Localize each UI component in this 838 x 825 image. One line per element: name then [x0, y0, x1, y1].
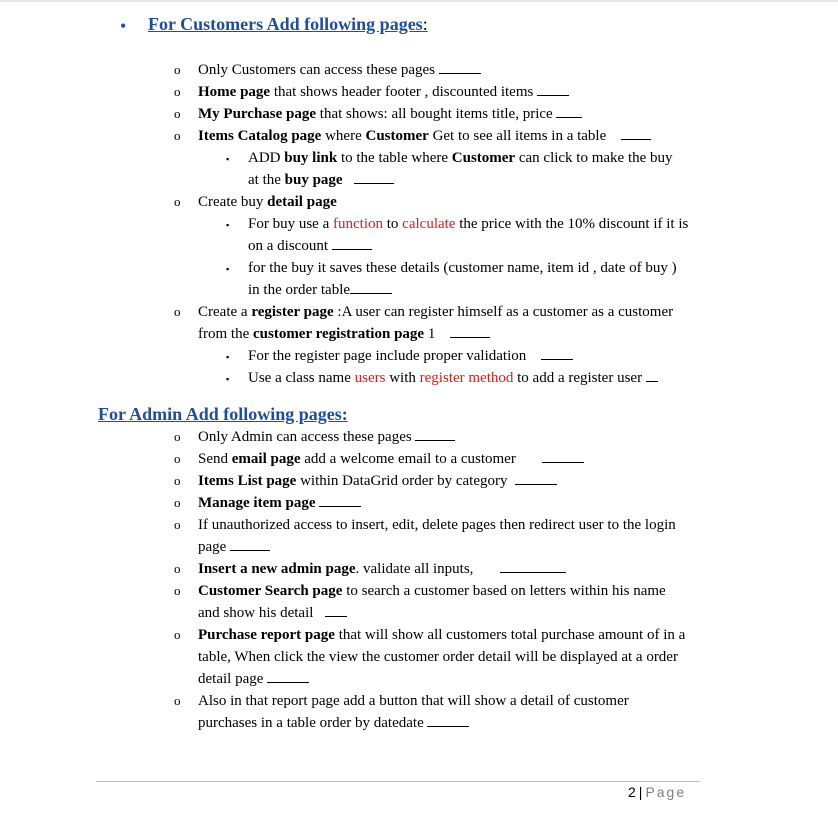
list-item: and show his detail	[198, 602, 347, 624]
list-item: on a discount	[248, 235, 372, 257]
list-item: in the order table	[248, 279, 392, 301]
circle-bullet-icon: o	[174, 84, 181, 99]
heading-colon: :	[422, 14, 428, 34]
list-item: Also in that report page add a button that will show a detail of customer	[198, 693, 629, 709]
list-item: If unauthorized access to insert, edit, delete pages then redirect user to the login	[198, 517, 676, 533]
circle-bullet-icon: o	[174, 62, 181, 77]
list-item: Insert a new admin page. validate all inputs,	[198, 558, 566, 580]
bullet-icon: •	[120, 16, 127, 36]
list-item: from the customer registration page 1	[198, 323, 490, 345]
circle-bullet-icon: o	[174, 429, 181, 444]
circle-bullet-icon: o	[174, 495, 181, 510]
list-item: Items List page within DataGrid order by category	[198, 470, 557, 492]
list-item: table, When click the view the customer order detail will be displayed at a order	[198, 649, 678, 665]
list-item: Home page that shows header footer , discounted items	[198, 81, 569, 103]
circle-bullet-icon: o	[174, 106, 181, 121]
list-item: For the register page include proper validation	[248, 345, 573, 367]
list-item: Purchase report page that will show all customers total purchase amount of in a	[198, 627, 686, 643]
list-item: Only Admin can access these pages	[198, 426, 455, 448]
customers-heading-text: For Customers Add following pages	[148, 14, 423, 34]
footer-divider	[96, 781, 700, 782]
square-bullet-icon: ▪	[226, 154, 230, 164]
circle-bullet-icon: o	[174, 451, 181, 466]
list-item: detail page	[198, 668, 309, 690]
list-item: Customer Search page to search a customer based on letters within his name	[198, 583, 666, 599]
top-border	[0, 0, 838, 2]
admin-heading: For Admin Add following pages:	[98, 404, 348, 424]
list-item: Send email page add a welcome email to a customer	[198, 448, 584, 470]
list-item: ADD buy link to the table where Customer can click to make the buy	[248, 150, 673, 166]
list-item: Items Catalog page where Customer Get to see all items in a table	[198, 125, 651, 147]
list-item: My Purchase page that shows: all bought items title, price	[198, 103, 582, 125]
customers-heading	[120, 14, 428, 35]
circle-bullet-icon: o	[174, 128, 181, 143]
circle-bullet-icon: o	[174, 473, 181, 488]
circle-bullet-icon: o	[174, 693, 181, 708]
list-item: Create a register page :A user can register himself as a customer as a customer	[198, 304, 674, 320]
list-item: For buy use a function to calculate the price with the 10% discount if it is	[248, 216, 689, 232]
circle-bullet-icon: o	[174, 517, 181, 532]
page-number: 2 | Page	[628, 784, 687, 800]
circle-bullet-icon: o	[174, 627, 181, 642]
circle-bullet-icon: o	[174, 194, 181, 209]
list-item: at the buy page	[248, 169, 394, 191]
square-bullet-icon: ▪	[226, 264, 230, 274]
list-item: Manage item page	[198, 492, 361, 514]
list-item: Use a class name users with register method to add a register user	[248, 367, 658, 389]
square-bullet-icon: ▪	[226, 352, 230, 362]
square-bullet-icon: ▪	[226, 220, 230, 230]
list-item: page	[198, 536, 270, 558]
list-item: Create buy detail page	[198, 194, 337, 210]
list-item: for the buy it saves these details (customer name, item id , date of buy )	[248, 260, 677, 276]
square-bullet-icon: ▪	[226, 374, 230, 384]
list-item: purchases in a table order by datedate	[198, 712, 469, 734]
circle-bullet-icon: o	[174, 561, 181, 576]
list-item: Only Customers can access these pages	[198, 59, 481, 81]
circle-bullet-icon: o	[174, 583, 181, 598]
circle-bullet-icon: o	[174, 304, 181, 319]
